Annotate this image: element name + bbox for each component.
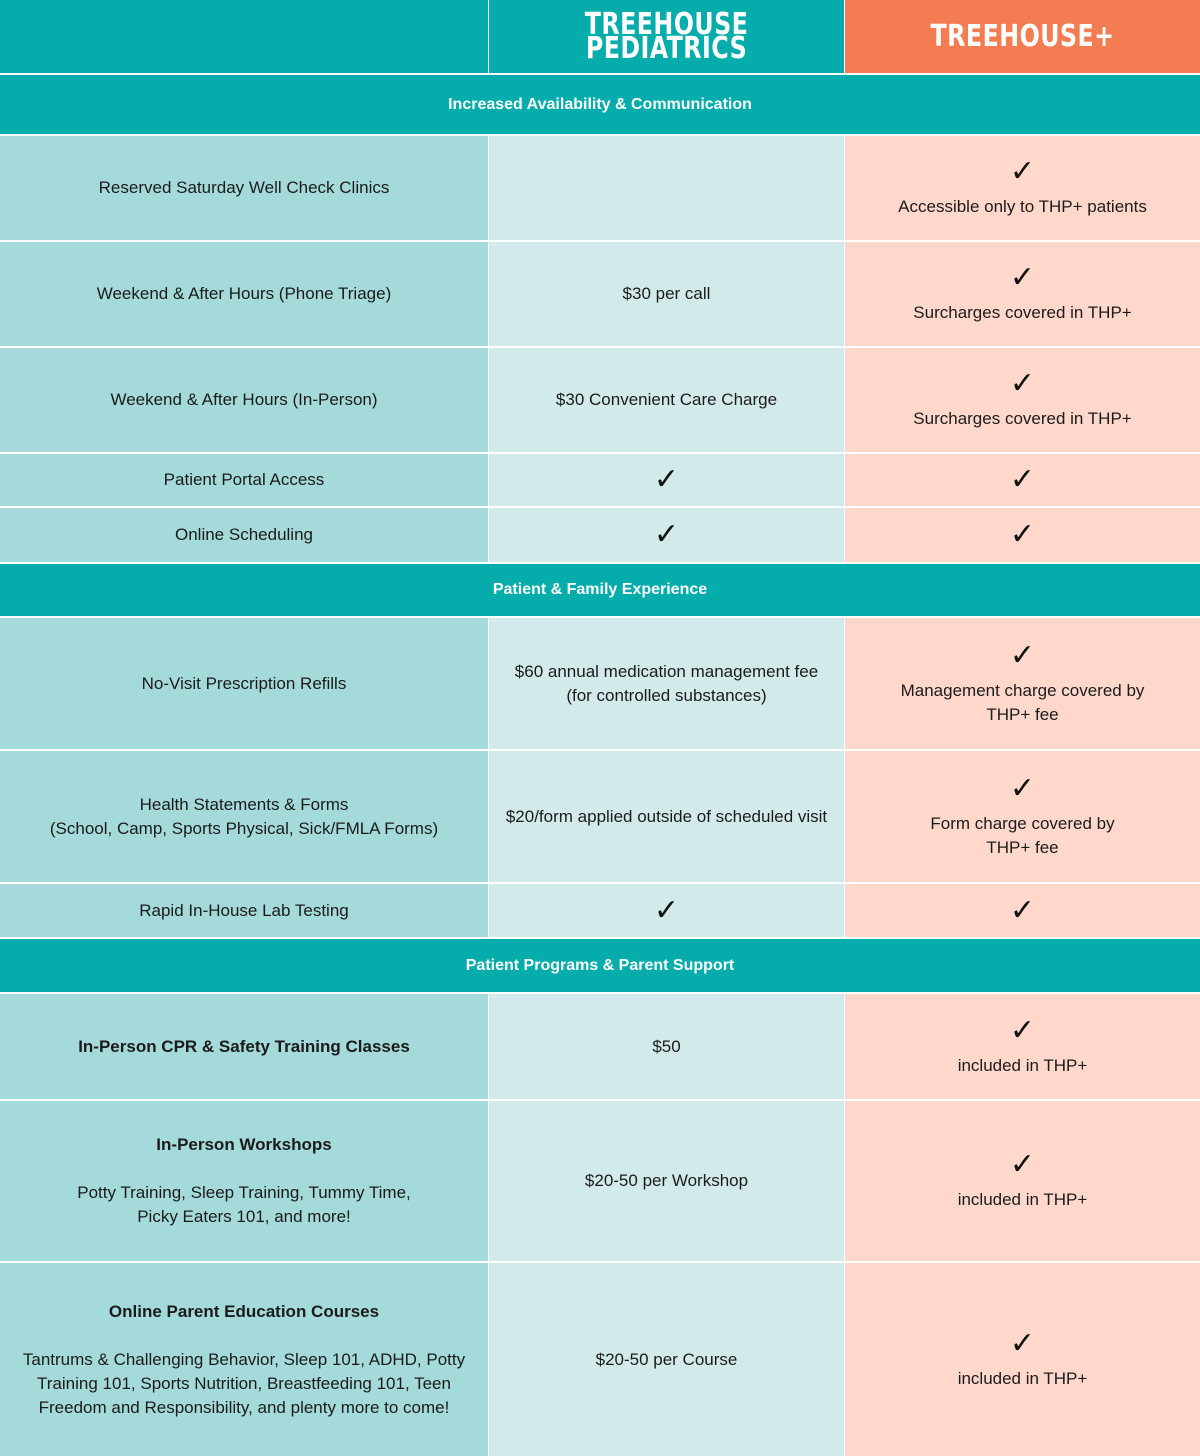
feature-cell	[0, 1101, 488, 1261]
table-row	[0, 1101, 1200, 1261]
plus-cell	[844, 348, 1200, 452]
plus-cell	[844, 618, 1200, 749]
check-icon: ✓	[1009, 1147, 1036, 1182]
plus-note: included in THP+	[957, 1368, 1088, 1388]
standard-value: $30 Convenient Care Charge	[555, 390, 778, 409]
feature-desc-line1: Potty Training, Sleep Training, Tummy Time,	[77, 1183, 411, 1202]
section-title: Patient & Family Experience	[492, 581, 708, 598]
feature-cell	[0, 136, 488, 240]
plus-cell	[844, 994, 1200, 1099]
feature-cell	[0, 242, 488, 346]
plus-cell	[844, 884, 1200, 937]
header-col3-label: TREEHOUSE+	[930, 18, 1115, 54]
standard-value: $20/form applied outside of scheduled visit	[505, 806, 828, 826]
feature-cell	[0, 508, 488, 562]
plus-cell	[844, 454, 1200, 506]
standard-cell	[488, 242, 844, 346]
plus-cell	[844, 751, 1200, 882]
plus-note: Surcharges covered in THP+	[913, 409, 1132, 428]
feature-cell	[0, 751, 488, 882]
table-row	[0, 136, 1200, 240]
header-col2-label: TREEHOUSE PEDIATRICS	[584, 6, 749, 66]
standard-value: $30 per call	[622, 284, 711, 303]
table-row	[0, 242, 1200, 346]
feature-label: Rapid In-House Lab Testing	[139, 900, 349, 920]
standard-cell	[488, 348, 844, 452]
feature-cell	[0, 994, 488, 1099]
feature-desc-line2: Training 101, Sports Nutrition, Breastfeeding 101, Teen	[37, 1373, 451, 1393]
check-icon: ✓	[1009, 637, 1036, 673]
table-row	[0, 994, 1200, 1099]
feature-cell	[0, 618, 488, 749]
standard-cell	[488, 884, 844, 937]
plus-note: included in THP+	[957, 1055, 1088, 1075]
standard-cell	[488, 136, 844, 240]
table-row	[0, 618, 1200, 749]
table-row	[0, 1263, 1200, 1456]
check-icon: ✓	[1009, 517, 1036, 552]
plus-cell	[844, 136, 1200, 240]
plus-note-line1: Management charge covered by	[900, 680, 1145, 700]
standard-value: $20-50 per Workshop	[584, 1171, 749, 1190]
table-row	[0, 508, 1200, 562]
header-blank	[0, 0, 488, 73]
standard-cell	[488, 454, 844, 506]
header-treehouse-plus	[844, 0, 1200, 73]
table-row	[0, 884, 1200, 937]
check-icon: ✓	[1009, 366, 1036, 401]
standard-cell	[488, 1101, 844, 1261]
feature-desc-line3: Freedom and Responsibility, and plenty more to come!	[38, 1397, 450, 1417]
feature-cell	[0, 348, 488, 452]
feature-desc-line2: Picky Eaters 101, and more!	[137, 1207, 351, 1226]
standard-cell	[488, 1263, 844, 1456]
plus-note-line2: THP+ fee	[986, 704, 1059, 724]
check-icon: ✓	[1009, 770, 1036, 806]
standard-cell	[488, 751, 844, 882]
section-title: Patient Programs & Parent Support	[465, 956, 735, 974]
feature-cell	[0, 454, 488, 506]
feature-label: Reserved Saturday Well Check Clinics	[98, 178, 390, 197]
standard-value-line2: (for controlled substances)	[566, 685, 767, 705]
feature-label-line2: (School, Camp, Sports Physical, Sick/FMLA Forms)	[49, 818, 439, 838]
plus-note: Surcharges covered in THP+	[913, 303, 1132, 322]
check-icon: ✓	[1009, 1012, 1036, 1048]
standard-value-line1: $60 annual medication management fee	[514, 661, 819, 681]
feature-label-line1: Health Statements & Forms	[139, 794, 349, 814]
feature-label: No-Visit Prescription Refills	[141, 673, 347, 693]
feature-title: In-Person Workshops	[156, 1135, 332, 1154]
feature-label: In-Person CPR & Safety Training Classes	[78, 1036, 410, 1056]
table-header	[0, 0, 1200, 73]
section-title: Increased Availability & Communication	[448, 95, 752, 113]
table-row	[0, 751, 1200, 882]
feature-desc-line1: Tantrums & Challenging Behavior, Sleep 101, ADHD, Potty	[22, 1349, 466, 1369]
check-icon: ✓	[1009, 892, 1036, 928]
feature-cell	[0, 884, 488, 937]
check-icon: ✓	[653, 517, 680, 552]
feature-label: Weekend & After Hours (Phone Triage)	[96, 284, 392, 303]
check-icon: ✓	[653, 892, 680, 928]
table-row	[0, 348, 1200, 452]
check-icon: ✓	[1009, 154, 1036, 189]
plus-cell	[844, 508, 1200, 562]
check-icon: ✓	[1009, 1325, 1036, 1361]
section-experience	[0, 564, 1200, 616]
plus-note-line1: Form charge covered by	[930, 813, 1115, 833]
plus-note: included in THP+	[957, 1190, 1088, 1209]
standard-cell	[488, 618, 844, 749]
check-icon: ✓	[1009, 260, 1036, 295]
standard-value: $50	[652, 1036, 681, 1056]
table-row	[0, 454, 1200, 506]
plus-cell	[844, 1263, 1200, 1456]
standard-value: $20-50 per Course	[595, 1349, 738, 1369]
plus-cell	[844, 242, 1200, 346]
section-availability	[0, 75, 1200, 134]
check-icon: ✓	[1009, 462, 1036, 497]
feature-label: Online Scheduling	[175, 525, 313, 544]
standard-cell	[488, 508, 844, 562]
plus-cell	[844, 1101, 1200, 1261]
section-programs	[0, 939, 1200, 992]
feature-title: Online Parent Education Courses	[108, 1301, 380, 1321]
plus-note: Accessible only to THP+ patients	[898, 197, 1147, 216]
plus-note-line2: THP+ fee	[986, 837, 1059, 857]
check-icon: ✓	[653, 462, 680, 497]
feature-label: Patient Portal Access	[163, 470, 325, 489]
feature-label: Weekend & After Hours (In-Person)	[110, 390, 378, 409]
standard-cell	[488, 994, 844, 1099]
feature-cell	[0, 1263, 488, 1456]
header-treehouse-pediatrics	[488, 0, 844, 73]
